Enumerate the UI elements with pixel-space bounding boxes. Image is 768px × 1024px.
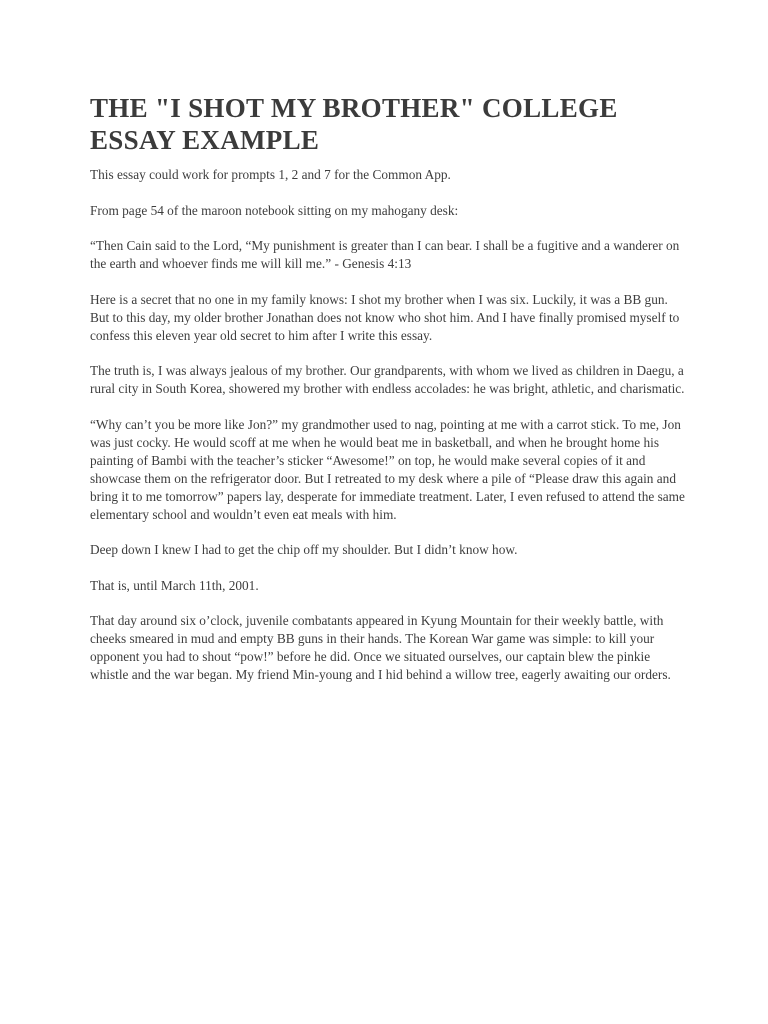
paragraph-secret: Here is a secret that no one in my family knows: I shot my brother when I was six. Luckily, it was a BB gun. But to this day, my older brother Jonathan does not know who shot him. And I have finally promised myself to confess this eleven year old secret to him after I write this essay. [90, 291, 680, 343]
paragraph-chip: Deep down I knew I had to get the chip off my shoulder. But I didn’t know how. [90, 542, 518, 557]
paragraph-date: That is, until March 11th, 2001. [90, 577, 259, 593]
paragraph-prompts: This essay could work for prompts 1, 2 and 7 for the Common App. [90, 167, 451, 182]
paragraph-genesis-quote: “Then Cain said to the Lord, “My punishment is greater than I can bear. I shall be a fugitive and a wanderer on the earth and whoever finds me will kill me.” - Genesis 4:13 [90, 238, 680, 271]
paragraph-notebook: From page 54 of the maroon notebook sitting on my mahogany desk: [90, 202, 459, 218]
paragraph-jealousy: The truth is, I was always jealous of my brother. Our grandparents, with whom we lived as children in Daegu, a rural city in South Korea, showered my brother with endless accolades: he was bright, athletic, and charismatic. [90, 363, 685, 396]
paragraph-grandmother: “Why can’t you be more like Jon?” my grandmother used to nag, pointing at me with a carrot stick. To me, Jon was just cocky. He would scoff at me when he would beat me in basketball, and when he brought home his painting of Bambi with the teacher’s sticker “Awesome!” on top, he would make several copies of it and showcase them on the refrigerator door. But I retreated to my desk where a pile of “Please draw this again and bring it to me tomorrow” papers lay, desperate for immediate treatment. Later, I even refused to attend the same elementary school and wouldn’t even eat meals with him. [90, 416, 685, 522]
paragraph-battle: That day around six o’clock, juvenile combatants appeared in Kyung Mountain for their weekly battle, with cheeks smeared in mud and empty BB guns in their hands. The Korean War game was simple: to kill your opponent you had to shout “pow!” before he did. Once we situated ourselves, our captain blew the pinkie whistle and the war began. My friend Min-young and I hid behind a willow tree, eagerly awaiting our orders. [90, 613, 671, 682]
document-page [90, 92, 690, 702]
essay-title: THE "I SHOT MY BROTHER" COLLEGE ESSAY EXAMPLE [90, 93, 618, 155]
